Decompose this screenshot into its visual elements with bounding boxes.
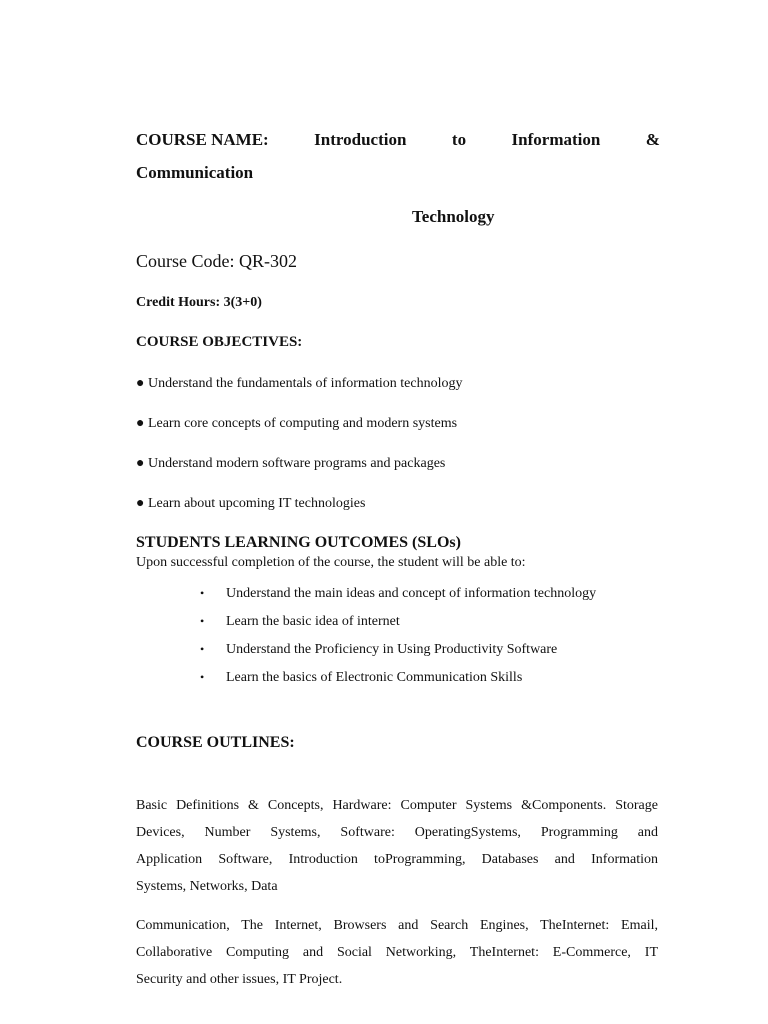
slo-item bbox=[200, 614, 400, 630]
slo-item bbox=[200, 670, 522, 686]
slo-item-text: Learn the basics of Electronic Communication Skills bbox=[226, 670, 523, 685]
course-name-title bbox=[136, 130, 660, 150]
title-word-information: Information bbox=[511, 130, 601, 149]
outlines-heading: COURSE OUTLINES: bbox=[136, 734, 295, 751]
objective-item: ● Understand the fundamentals of information technology bbox=[136, 376, 463, 391]
slo-item-text: Understand the main ideas and concept of information technology bbox=[226, 586, 597, 601]
credit-hours: Credit Hours: 3(3+0) bbox=[136, 295, 262, 310]
slo-heading: STUDENTS LEARNING OUTCOMES (SLOs) bbox=[136, 534, 461, 551]
title-word-ampersand: & bbox=[645, 130, 660, 149]
course-code: Course Code: QR-302 bbox=[136, 251, 297, 271]
bullet-icon: • bbox=[200, 670, 205, 684]
course-name-label: COURSE NAME: bbox=[136, 130, 269, 149]
title-word-technology: Technology bbox=[412, 207, 495, 226]
title-word-communication: Communication bbox=[136, 163, 254, 182]
objective-item: ● Learn about upcoming IT technologies bbox=[136, 496, 366, 511]
paragraph-line: Communication, The Internet, Browsers and Search Engines, TheInternet: Email, bbox=[136, 918, 658, 933]
paragraph-line: Collaborative Computing and Social Networking, TheInternet: E-Commerce, IT bbox=[136, 945, 658, 960]
slo-item bbox=[200, 642, 557, 658]
paragraph-line: Basic Definitions & Concepts, Hardware: Computer Systems &Components. Storage bbox=[136, 798, 658, 813]
slo-intro: Upon successful completion of the course, the student will be able to: bbox=[136, 555, 526, 570]
title-word-to: to bbox=[451, 130, 467, 149]
outlines-paragraph-2 bbox=[136, 912, 658, 993]
title-word-introduction: Introduction bbox=[314, 130, 407, 149]
objective-item: ● Understand modern software programs and packages bbox=[136, 456, 446, 471]
objectives-heading: COURSE OBJECTIVES: bbox=[136, 334, 303, 350]
paragraph-line: Devices, Number Systems, Software: OperatingSystems, Programming and bbox=[136, 825, 658, 840]
paragraph-line: Application Software, Introduction toProgramming, Databases and Information bbox=[136, 852, 658, 867]
paragraph-line: Systems, Networks, Data bbox=[136, 879, 278, 894]
bullet-icon: • bbox=[200, 586, 205, 600]
slo-item-text: Understand the Proficiency in Using Productivity Software bbox=[226, 642, 558, 657]
paragraph-line: Security and other issues, IT Project. bbox=[136, 972, 343, 987]
bullet-icon: • bbox=[200, 614, 205, 628]
bullet-icon: • bbox=[200, 642, 205, 656]
slo-item bbox=[200, 586, 596, 602]
outlines-paragraph-1 bbox=[136, 792, 658, 900]
slo-item-text: Learn the basic idea of internet bbox=[226, 614, 400, 629]
objective-item: ● Learn core concepts of computing and modern systems bbox=[136, 416, 458, 431]
